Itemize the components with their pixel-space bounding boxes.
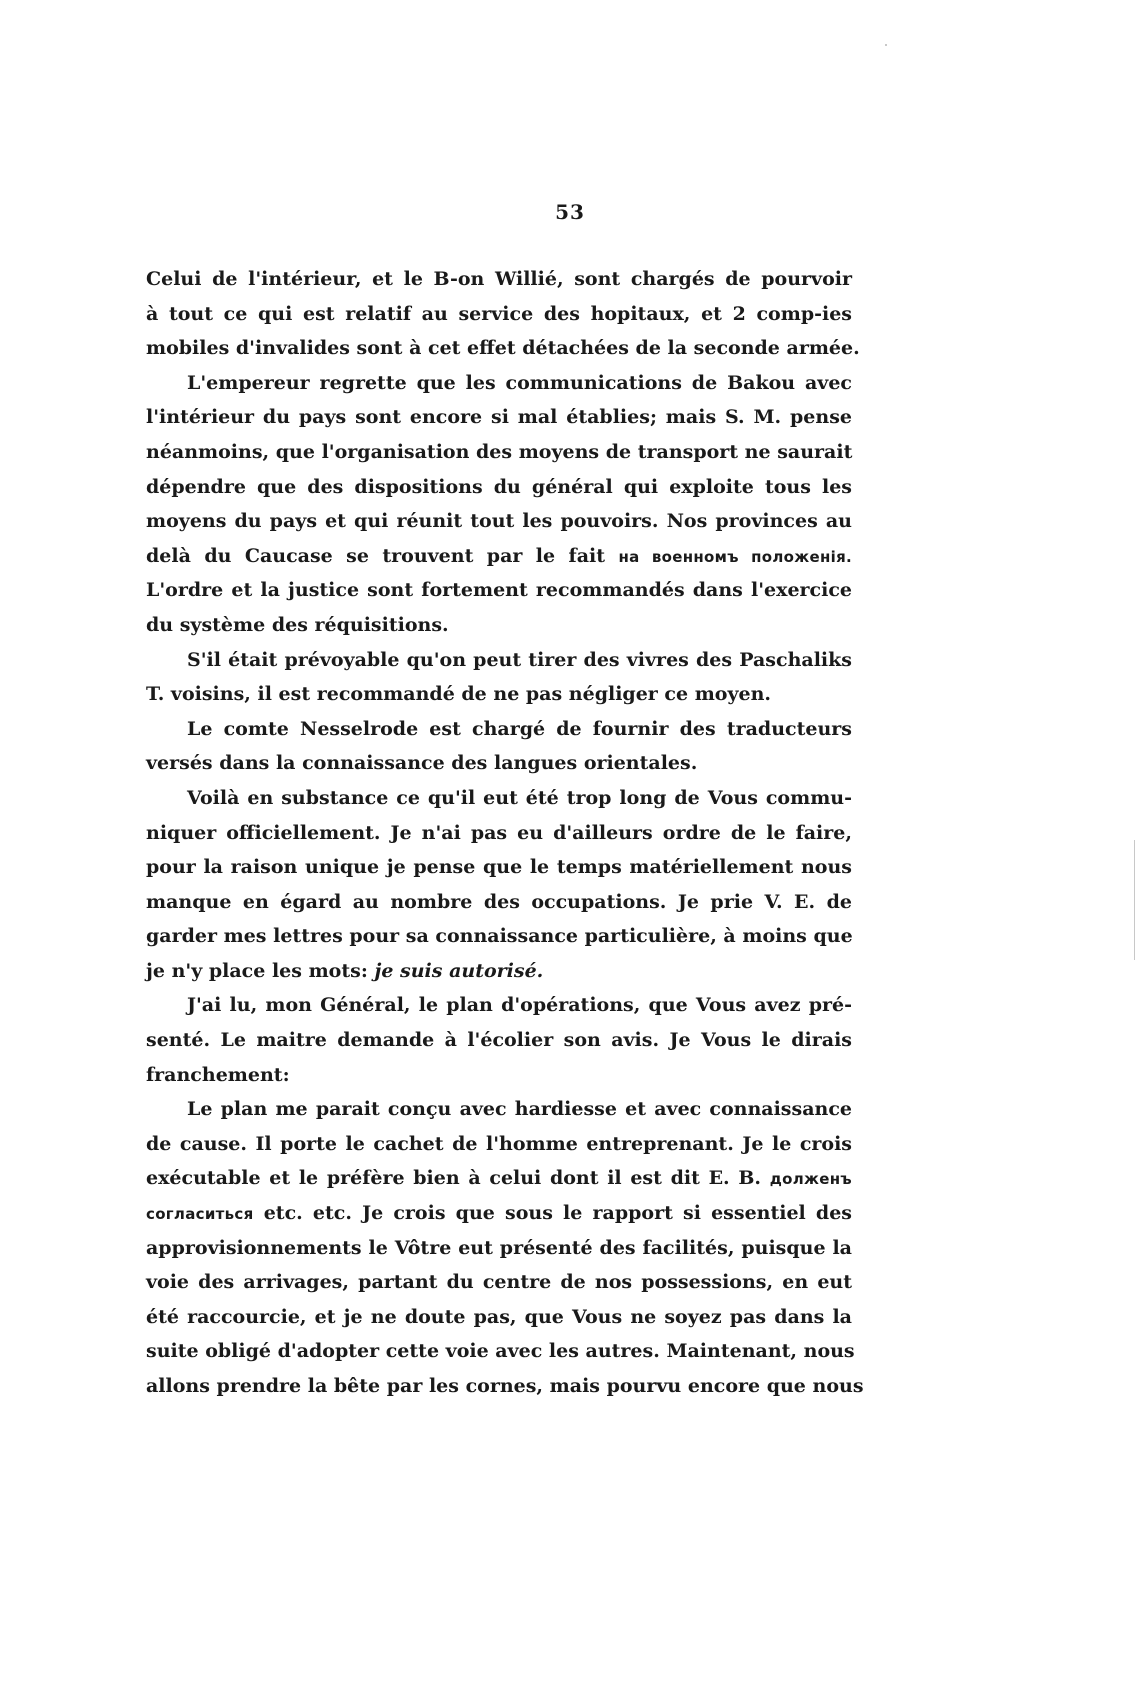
text-line — [146, 1231, 852, 1266]
text-run: pour la raison unique je pense que le temps matériellement nous — [146, 856, 852, 879]
text-run: senté. Le maitre demande à l'écolier son avis. Je Vous le dirais — [146, 1029, 852, 1052]
scan-edge-mark — [1134, 840, 1135, 960]
text-run: mobiles d'invalides sont à cet effet détachées de la seconde armée. — [146, 337, 860, 360]
text-run: niquer officiellement. Je n'ai pas eu d'ailleurs ordre de le faire, — [146, 821, 852, 844]
scan-speck — [885, 44, 887, 46]
text-line — [146, 1265, 852, 1300]
russian-phrase: долженъ — [769, 1170, 852, 1189]
text-line — [146, 1023, 852, 1058]
text-line — [146, 435, 852, 470]
text-run: versés dans la connaissance des langues orientales. — [146, 752, 698, 775]
text-run: Le comte Nesselrode est chargé de fournir des traducteurs — [187, 717, 852, 740]
text-line — [146, 1300, 852, 1335]
text-line — [146, 366, 852, 401]
text-run: moyens du pays et qui réunit tout les pouvoirs. Nos provinces au — [146, 510, 852, 533]
text-line — [146, 919, 852, 954]
text-run: à tout ce qui est relatif au service des hopitaux, et 2 comp-ies — [146, 302, 852, 325]
text-run: de cause. Il porte le cachet de l'homme entreprenant. Je le crois — [146, 1132, 852, 1155]
text-line — [146, 1196, 852, 1231]
text-run: je n'y place les mots: — [146, 959, 375, 982]
text-line — [146, 297, 852, 332]
text-line — [146, 539, 852, 574]
text-line — [146, 885, 852, 920]
text-line — [146, 712, 852, 747]
text-run: néanmoins, que l'organisation des moyens de transport ne saurait — [146, 440, 853, 463]
text-run: T. voisins, il est recommandé de ne pas négliger ce moyen. — [146, 683, 772, 706]
page-number: 53 — [555, 200, 585, 224]
text-run: l'intérieur du pays sont encore si mal établies; mais S. M. pense — [146, 406, 852, 429]
text-line — [146, 988, 852, 1023]
text-run: approvisionnements le Vôtre eut présenté des facilités, puisque la — [146, 1236, 852, 1259]
text-run: allons prendre la bête par les cornes, mais pourvu encore que nous — [146, 1375, 864, 1397]
text-run: voie des arrivages, partant du centre de nos possessions, en eut — [146, 1271, 852, 1294]
text-run: été raccourcie, et je ne doute pas, que Vous ne soyez pas dans la — [146, 1305, 852, 1328]
text-line — [146, 573, 852, 608]
italic-phrase: je suis autorisé. — [374, 959, 544, 982]
text-line — [146, 400, 852, 435]
text-run: garder mes lettres pour sa connaissance particulière, à moins que — [146, 925, 853, 948]
text-line — [146, 1161, 852, 1196]
text-run: Voilà en substance ce qu'il eut été trop long de Vous commu- — [187, 786, 852, 809]
text-line — [146, 816, 852, 851]
text-run: J'ai lu, mon Général, le plan d'opérations, que Vous avez pré- — [187, 994, 852, 1017]
text-line — [146, 504, 852, 539]
text-run: Celui de l'intérieur, et le B-on Willié, sont chargés de pourvoir — [146, 268, 852, 290]
text-run: delà du Caucase se trouvent par le fait — [146, 544, 619, 567]
text-line — [146, 781, 852, 816]
text-line — [146, 1058, 852, 1093]
text-run: suite obligé d'adopter cette voie avec les autres. Maintenant, nous — [146, 1340, 855, 1363]
text-line — [146, 1369, 864, 1404]
text-run: dépendre que des dispositions du général qui exploite tous les — [146, 475, 852, 498]
text-run: S'il était prévoyable qu'on peut tirer des vivres des Paschaliks — [187, 648, 852, 671]
text-line — [146, 954, 852, 989]
text-run: manque en égard au nombre des occupations. Je prie V. E. de — [146, 890, 852, 913]
text-line — [146, 331, 860, 366]
text-line — [146, 746, 852, 781]
text-line — [146, 1127, 852, 1162]
text-line — [146, 1092, 852, 1127]
text-line — [146, 608, 852, 643]
text-line — [146, 262, 852, 297]
text-run: du système des réquisitions. — [146, 613, 449, 636]
russian-phrase: на военномъ положенія. — [618, 547, 853, 566]
text-line — [146, 1334, 855, 1369]
russian-phrase: согласиться — [146, 1205, 254, 1224]
body-text — [146, 262, 864, 1404]
text-run: L'empereur regrette que les communications de Bakou avec — [187, 371, 852, 394]
text-line — [146, 677, 852, 712]
text-line — [146, 470, 852, 505]
text-line — [146, 850, 852, 885]
text-line — [146, 643, 852, 678]
text-run: franchement: — [146, 1063, 290, 1086]
text-run: Le plan me parait conçu avec hardiesse et avec connaissance — [187, 1098, 852, 1121]
text-run: exécutable et le préfère bien à celui dont il est dit E. B. — [146, 1167, 770, 1190]
text-run: etc. etc. Je crois que sous le rapport si essentiel des — [253, 1202, 852, 1225]
text-run: L'ordre et la justice sont fortement recommandés dans l'exercice — [146, 579, 852, 602]
